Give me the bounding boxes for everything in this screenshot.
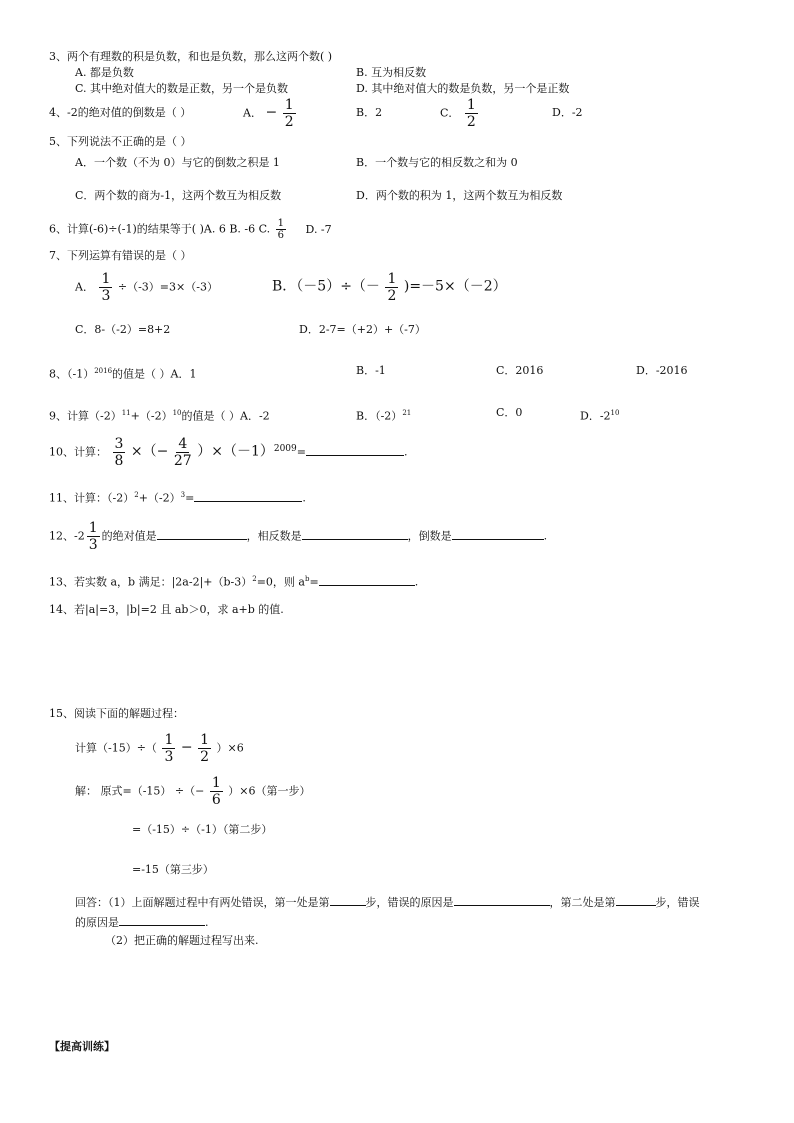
q15-stem: 15、阅读下面的解题过程： xyxy=(49,707,184,720)
q15-answer-1: 回答：（1）上面解题过程中有两处错误，第一处是第 步，错误的原因是 ，第二处是第 步，错误 xyxy=(75,896,700,909)
q14-text: 14、若|a|=3，|b|=2 且 ab＞0，求 a+b 的值. xyxy=(49,603,284,616)
q7-option-a: A． $\frac{1}{3}$ ÷（-3）=3×（-3） xyxy=(75,271,218,304)
q5-option-c: C．两个数的商为-1，这两个数互为相反数 xyxy=(75,189,282,202)
q3-option-d: D. 其中绝对值大的数是负数，另一个是正数 xyxy=(356,82,570,95)
q15-reason-blank-2[interactable] xyxy=(119,915,205,926)
q5-option-a: A．一个数（不为 0）与它的倒数之积是 1 xyxy=(75,156,280,169)
q4-stem: 4、-2的绝对值的倒数是（ ） xyxy=(49,106,192,119)
q7-stem: 7、下列运算有错误的是（ ） xyxy=(49,249,192,262)
q3-stem: 3、两个有理数的积是负数，和也是负数，那么这两个数( ) xyxy=(49,50,333,63)
q4-fraction-c: $\frac{1}{2}$ xyxy=(466,97,476,130)
q9-option-d: D．$-2^{10}$ xyxy=(580,409,620,423)
q15-solution-step2: =（-15）÷（-1）（第二步） xyxy=(132,823,273,836)
q13-line: 13、若实数 a，b 满足：$|2a-2|+(b-3)^2=0$，则 $a^b=$ . xyxy=(49,575,419,589)
q11-line: 11、计算：$(-2)^2+(-2)^3=$ . xyxy=(49,491,306,505)
q9-option-c: C．0 xyxy=(496,406,523,419)
q10-line: 10、计算： $\frac{3}{8}$ ×（− $\frac{4}{27}$ ）$\times(-1)^{2009}=$ . xyxy=(49,436,408,469)
q8-option-b: B．-1 xyxy=(356,364,386,377)
q15-solution-step3: =-15（第三步） xyxy=(132,863,214,876)
q8-option-d: D．-2016 xyxy=(636,364,688,377)
section-title: 【提高训练】 xyxy=(49,1040,115,1053)
q9-option-b: B．$(-2)^{21}$ xyxy=(356,409,412,423)
q8-line: 8、$(-1)^{2016}$的值是（ ）A．1 xyxy=(49,367,197,381)
q4-option-a: A． − $\frac{1}{2}$ xyxy=(243,97,294,130)
q15-solution-step1: 解： 原式=（-15） ÷（− $\frac{1}{6}$ ）×6（第一步） xyxy=(75,775,311,808)
q15-reason-blank-1[interactable] xyxy=(454,895,550,906)
q6-fraction-c: $\frac{1}{6}$ xyxy=(277,218,285,241)
q4-option-d: D．-2 xyxy=(552,106,583,119)
q6-line: 6、计算(-6)÷(-1)的结果等于( )A. 6 B. -6 C. $\frac{1}{6}$ D. -7 xyxy=(49,218,332,241)
q5-option-d: D．两个数的积为 1，这两个数互为相反数 xyxy=(356,189,563,202)
q3-option-a: A. 都是负数 xyxy=(75,66,134,79)
q15-step-blank-1[interactable] xyxy=(330,895,366,906)
q7-option-c: C．8-（-2）=8+2 xyxy=(75,323,171,336)
q13-answer-blank[interactable] xyxy=(319,575,415,586)
q12-opposite-blank[interactable] xyxy=(302,529,408,540)
q15-answer-1-cont: 的原因是 . xyxy=(75,916,209,929)
q12-reciprocal-blank[interactable] xyxy=(452,529,544,540)
q5-stem: 5、下列说法不正确的是（ ） xyxy=(49,135,192,148)
q3-option-b: B. 互为相反数 xyxy=(356,66,427,79)
q10-answer-blank[interactable] xyxy=(306,445,404,456)
q11-answer-blank[interactable] xyxy=(194,491,302,502)
q15-calc: 计算（-15）÷（ $\frac{1}{3}$ − $\frac{1}{2}$ ）×6 xyxy=(75,732,244,765)
q5-option-b: B．一个数与它的相反数之和为 0 xyxy=(356,156,518,169)
q4-option-b: B．2 xyxy=(356,106,383,119)
q9-line: 9、计算$(-2)^{11}+(-2)^{10}$的值是（ ）A．-2 xyxy=(49,409,270,423)
q12-abs-blank[interactable] xyxy=(157,529,247,540)
q15-step-blank-2[interactable] xyxy=(616,895,656,906)
q7-option-d: D．2-7=（+2）+（-7） xyxy=(299,323,426,336)
q4-fraction-a: $\frac{1}{2}$ xyxy=(284,97,294,130)
q7-option-b: B．（－5）÷（－ $\frac{1}{2}$ )=－5×（－2） xyxy=(272,271,507,304)
q3-option-c: C. 其中绝对值大的数是正数，另一个是负数 xyxy=(75,82,289,95)
q4-option-c: C． $\frac{1}{2}$ xyxy=(440,97,476,130)
q8-option-c: C．2016 xyxy=(496,364,544,377)
q15-answer-2: （2）把正确的解题过程写出来. xyxy=(105,934,259,947)
q12-line: 12、-2 $\frac{1}{3}$ 的绝对值是 ，相反数是 ，倒数是 . xyxy=(49,520,548,553)
